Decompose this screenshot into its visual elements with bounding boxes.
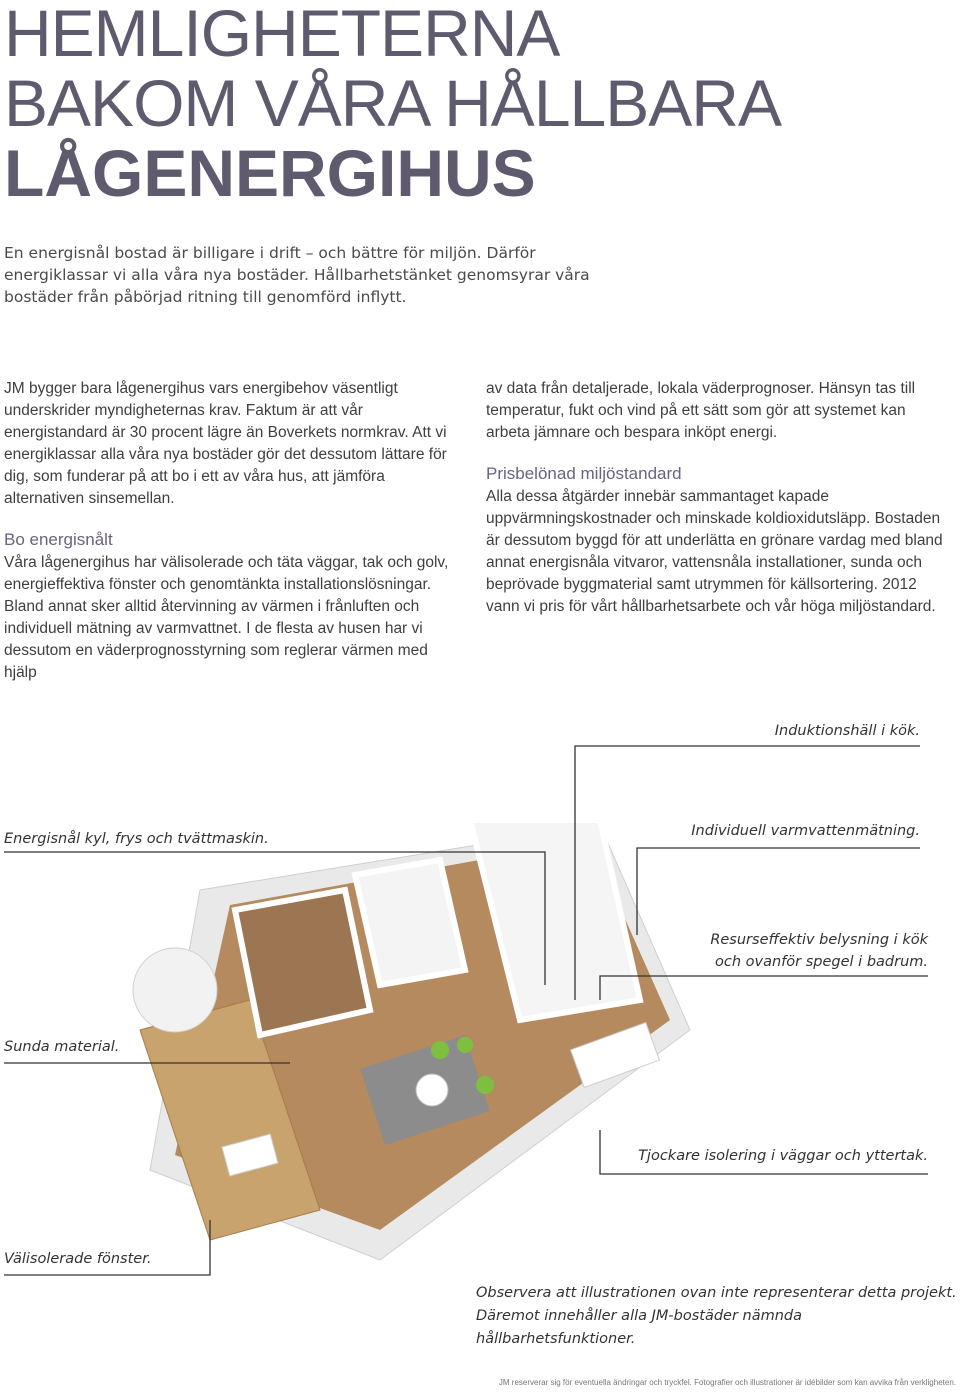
- left-paragraph-2: Våra lågenergihus har välisolerade och täta väggar, tak och golv, energieffektiva fönster och genomtänkta installationslösningar. Bland annat sker alltid återvinning av värmen i frånluften och individuell mätning av varmvattnet. I de flesta av husen har vi dessutom en väderprognosstyrning som reglerar värmen med hjälp: [4, 554, 449, 681]
- title-line-3: LÅGENERGIHUS: [4, 136, 536, 210]
- room-bedroom: [235, 890, 370, 1035]
- line-hotwater: [637, 848, 920, 935]
- parasol: [133, 948, 217, 1032]
- left-column: [4, 378, 454, 684]
- right-paragraph-2: Alla dessa åtgärder innebär sammantaget kapade uppvärmningskostnader och minskade koldioxidutsläpp. Bostaden är dessutom byggd för att underlätta en grönare vardag med bland annat energisnåla vitvaror, vattensnåla installationer, sunda och beprövade byggmaterial samt utrymmen för källsortering. 2012 vann vi pris för vårt hållbarhetsarbete och vår höga miljöstandard.: [486, 488, 943, 615]
- chair-green-2: [476, 1076, 494, 1094]
- intro-text: En energisnål bostad är billigare i drift – och bättre för miljön. Därför energiklassar vi alla våra nya bostäder. Hållbarhetstänket genomsyrar våra bostäder från påbörjad ritning till genomförd inflytt.: [4, 244, 590, 306]
- callout-fridge: Energisnål kyl, frys och tvättmaskin.: [4, 831, 269, 847]
- callout-hotwater: Individuell varmvattenmätning.: [691, 823, 920, 839]
- callout-induction: Induktionshäll i kök.: [774, 723, 920, 739]
- right-paragraph-1: av data från detaljerade, lokala väderprognoser. Hänsyn tas till temperatur, fukt och vind på ett sätt som gör att systemet kan arbeta jämnare och bespara inköpt energi.: [486, 380, 916, 441]
- table: [416, 1074, 448, 1106]
- disclaimer-note: [476, 1282, 960, 1351]
- note-line-1: Observera att illustrationen ovan inte representerar detta projekt.: [476, 1285, 957, 1301]
- house-illustration: [0, 700, 960, 1340]
- chair-green-3: [457, 1037, 473, 1053]
- right-column: [486, 378, 946, 618]
- footer-text: JM reserverar sig för eventuella ändringar och tryckfel. Fotografier och illustrationer är idébilder som kan avvika från verkligheten.: [498, 1378, 956, 1387]
- chair-green-1: [431, 1041, 449, 1059]
- page-title: [4, 0, 781, 208]
- heading-bo-energisnalt: Bo energisnålt: [4, 530, 113, 549]
- callout-lighting-1: Resurseffektiv belysning i kök: [710, 932, 928, 948]
- callout-material: Sunda material.: [4, 1039, 120, 1055]
- callout-windows: Välisolerade fönster.: [4, 1251, 152, 1267]
- callout-lighting-2: och ovanför spegel i badrum.: [715, 954, 928, 970]
- heading-prisbelonad: Prisbelönad miljöstandard: [486, 464, 682, 483]
- title-line-2: BAKOM VÅRA HÅLLBARA: [4, 66, 781, 140]
- title-line-1: HEMLIGHETERNA: [4, 0, 560, 70]
- left-paragraph-1: JM bygger bara lågenergihus vars energibehov väsentligt underskrider myndigheternas krav. Faktum är att vår energistandard är 30 procent lägre än Boverkets normkrav. Att vi energiklassar alla våra nya bostäder gör det dessutom lättare för dig, som funderar på att bo i ett av våra hus, att jämföra alternativen sinsemellan.: [4, 380, 447, 507]
- note-line-2: Däremot innehåller alla JM-bostäder nämnda hållbarhetsfunktioner.: [476, 1308, 803, 1347]
- callout-insulation: Tjockare isolering i väggar och yttertak.: [638, 1148, 928, 1164]
